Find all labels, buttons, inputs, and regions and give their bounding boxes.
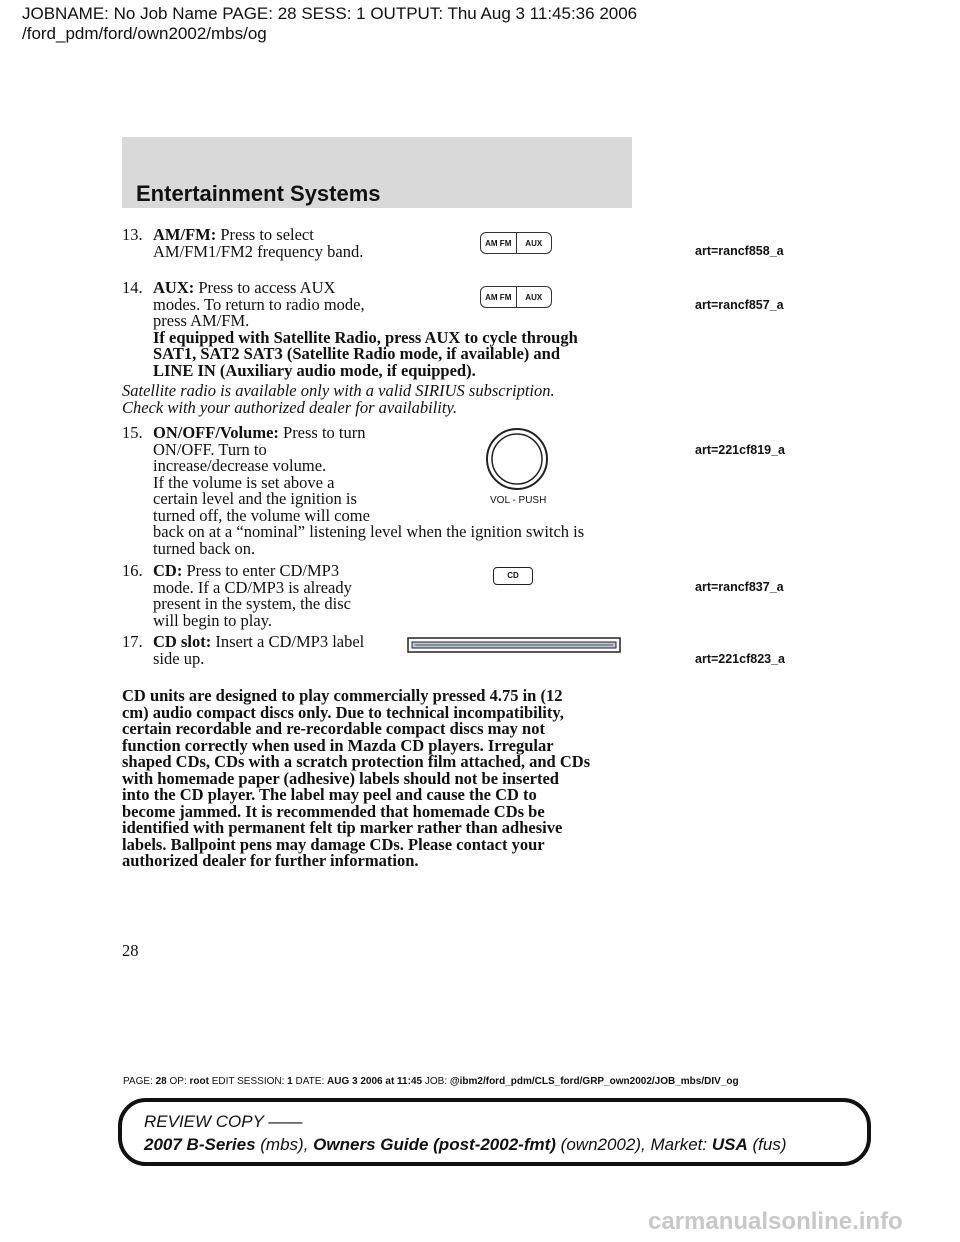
item-label: CD slot: <box>153 632 212 651</box>
footer-value: root <box>189 1076 209 1087</box>
item-text: AM/FM1/FM2 frequency band. <box>153 241 364 261</box>
item-text: present in the system, the disc <box>153 594 351 613</box>
item-label: ON/OFF/Volume: <box>153 423 279 442</box>
art-code: art=rancf857_a <box>695 298 784 312</box>
warning-line: become jammed. It is recommended that homemade CDs be <box>122 801 545 821</box>
market-code: (fus) <box>752 1135 787 1154</box>
item-bold-text: If equipped with Satellite Radio, press AUX to cycle through <box>153 327 578 347</box>
item-am-fm <box>153 227 363 260</box>
item-text: modes. To return to radio mode, <box>153 294 365 314</box>
item-text: Insert a CD/MP3 label <box>215 632 365 651</box>
aux-button-label: AUX <box>525 238 543 248</box>
footer-value: @ibm2/ford_pdm/CLS_ford/GRP_own2002/JOB_mbs/DIV_og <box>449 1076 739 1087</box>
footer-label: DATE: <box>295 1076 325 1087</box>
am-fm-aux-button-illustration <box>480 232 552 254</box>
item-text: certain level and the ignition is <box>153 489 357 508</box>
model-name: 2007 B-Series <box>144 1135 256 1154</box>
market-name: USA <box>711 1135 748 1154</box>
item-label: AM/FM: <box>153 225 217 244</box>
review-copy-title: REVIEW COPY —— <box>144 1112 303 1131</box>
section-title: Entertainment Systems <box>136 181 381 206</box>
cd-button-illustration: CD <box>493 567 533 585</box>
volume-knob-label: VOL - PUSH <box>490 495 547 506</box>
item-text: Press to access AUX <box>198 278 336 297</box>
volume-knob-icon <box>485 427 549 491</box>
item-text: will begin to play. <box>153 610 272 630</box>
page-number: 28 <box>122 941 139 960</box>
item-text: mode. If a CD/MP3 is already <box>153 577 352 597</box>
art-code: art=rancf837_a <box>695 580 784 594</box>
item-text: turned off, the volume will come <box>153 505 370 525</box>
warning-line: CD units are designed to play commercially pressed 4.75 in (12 <box>122 686 563 705</box>
footer-label: PAGE: <box>123 1076 153 1087</box>
aux-button-label: AUX <box>525 292 543 302</box>
am-fm-button-label: AM FM <box>485 238 512 248</box>
job-path-line: /ford_pdm/ford/own2002/mbs/og <box>22 24 267 43</box>
item-number: 14. <box>122 278 143 297</box>
item-number: 13. <box>122 225 143 244</box>
model-code: (mbs) <box>260 1135 304 1154</box>
market-label: Market: <box>650 1135 708 1154</box>
item-text: ON/OFF. Turn to <box>153 439 267 459</box>
item-text: Press to turn <box>283 423 366 442</box>
item-bold-text: LINE IN (Auxiliary audio mode, if equipped). <box>153 360 476 380</box>
item-text: increase/decrease volume. <box>153 456 327 475</box>
footer-value: 1 <box>287 1076 293 1087</box>
warning-line: function correctly when used in Mazda CD players. Irregular <box>122 735 554 755</box>
item-number: 15. <box>122 423 143 442</box>
item-text: Press to enter CD/MP3 <box>186 561 340 580</box>
item-number: 16. <box>122 561 143 580</box>
item-text: If the volume is set above a <box>153 472 335 492</box>
warning-line: identified with permanent felt tip marker rather than adhesive <box>122 818 563 837</box>
item-label: AUX: <box>153 278 195 297</box>
item-text: back on at a “nominal” listening level when the ignition switch is <box>153 522 585 541</box>
warning-line: into the CD player. The label may peel and cause the CD to <box>122 785 537 804</box>
footer-meta <box>123 1076 739 1087</box>
footer-label: OP: <box>169 1076 187 1087</box>
art-code: art=221cf819_a <box>695 443 786 457</box>
am-fm-button-label: AM FM <box>485 292 512 302</box>
item-cd <box>153 563 352 629</box>
warning-line: labels. Ballpoint pens may damage CDs. Please contact your <box>122 834 545 854</box>
guide-name: Owners Guide (post-2002-fmt) <box>313 1135 556 1154</box>
watermark: carmanualsonline.info <box>648 1208 903 1235</box>
item-text: side up. <box>153 648 205 668</box>
guide-code: (own2002) <box>560 1135 641 1154</box>
art-code: art=221cf823_a <box>695 652 786 666</box>
review-copy-box <box>118 1098 871 1166</box>
footer-label: JOB: <box>424 1076 448 1087</box>
footer-label: EDIT SESSION: <box>211 1076 285 1087</box>
warning-line: authorized dealer for further information. <box>122 851 419 870</box>
item-number: 17. <box>122 632 143 651</box>
note-line: Satellite radio is available only with a valid SIRIUS subscription. <box>122 381 555 400</box>
warning-line: shaped CDs, CDs with a scratch protection film attached, and CDs <box>122 752 591 771</box>
item-label: CD: <box>153 561 183 580</box>
item-text: turned back on. <box>153 538 256 558</box>
section-header <box>122 137 632 208</box>
item-cd-slot <box>153 634 364 667</box>
cd-slot-illustration <box>407 637 621 653</box>
item-bold-text: SAT1, SAT2 SAT3 (Satellite Radio mode, if available) and <box>153 344 561 363</box>
warning-line: cm) audio compact discs only. Due to technical incompatibility, <box>122 702 564 722</box>
note-line: Check with your authorized dealer for availability. <box>122 397 458 417</box>
footer-value: 28 <box>155 1076 167 1087</box>
footer-value: AUG 3 2006 at 11:45 <box>327 1076 423 1087</box>
art-code: art=rancf858_a <box>695 244 784 258</box>
satellite-note <box>122 383 555 416</box>
warning-line: with homemade paper (adhesive) labels should not be inserted <box>122 768 559 788</box>
cd-warning <box>122 688 590 870</box>
am-fm-aux-button-illustration <box>480 286 552 308</box>
job-header-line: JOBNAME: No Job Name PAGE: 28 SESS: 1 OUTPUT: Thu Aug 3 11:45:36 2006 <box>22 4 638 23</box>
item-text: Press to select <box>220 225 314 244</box>
review-copy-details: 2007 B-Series (mbs), Owners Guide (post-2002-fmt) (own2002), Market: USA (fus) <box>144 1135 787 1154</box>
item-text: press AM/FM. <box>153 311 250 330</box>
warning-line: certain recordable and re-recordable compact discs may not <box>122 719 545 738</box>
